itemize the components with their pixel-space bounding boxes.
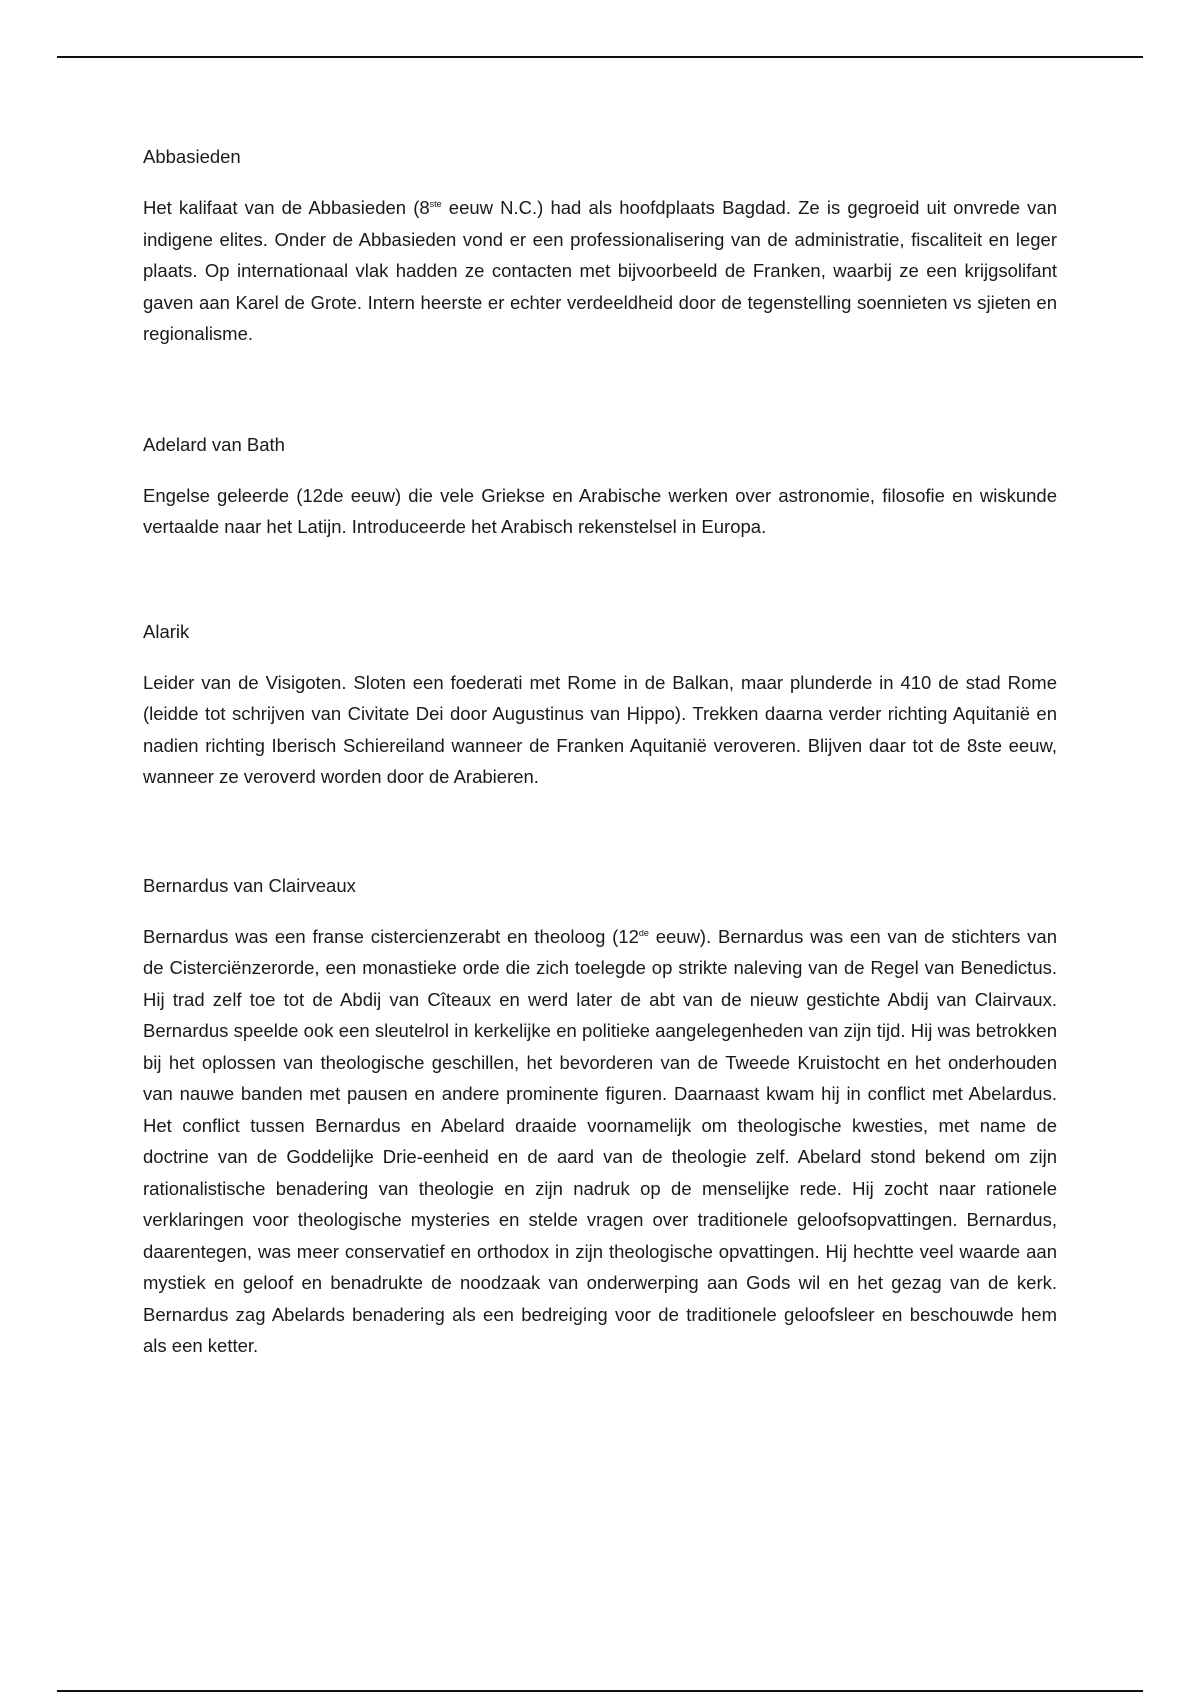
entry-adelard-van-bath xyxy=(143,430,1057,543)
entry-body-text: eeuw). Bernardus was een van de stichters van de Cisterciënzerorde, een monastieke orde die zich toelegde op strikte naleving van de Regel van Benedictus. Hij trad zelf toe tot de Abdij van Cîteaux en werd later de abt van de nieuw gestichte Abdij van Clairvaux. Bernardus speelde ook een sleutelrol in kerkelijke en politieke aangelegenheden van zijn tijd. Hij was betrokken bij het oplossen van theologische geschillen, het bevorderen van de Tweede Kruistocht en het onderhouden van nauwe banden met pausen en andere prominente figuren. Daarnaast kwam hij in conflict met Abelardus. Het conflict tussen Bernardus en Abelard draaide voornamelijk om theologische kwesties, met name de doctrine van de Goddelijke Drie-eenheid en de aard van de theologie zelf. Abelard stond bekend om zijn rationalistische benadering van theologie en zijn nadruk op de menselijke rede. Hij zocht naar rationele verklaringen voor theologische mysteries en stelde vragen over traditionele geloofsopvattingen. Bernardus, daarentegen, was meer conservatief en orthodox in zijn theologische opvattingen. Hij hechtte veel waarde aan mystiek en geloof en benadrukte de noodzaak van onderwerping aan Gods wil en het gezag van de kerk. Bernardus zag Abelards benadering als een bedreiging voor de traditionele geloofsleer en beschouwde hem als een ketter. xyxy=(143,925,1057,1356)
entry-title: Abbasieden xyxy=(143,146,241,167)
entry-alarik xyxy=(143,617,1057,793)
entry-body xyxy=(143,192,1057,350)
page-top-rule xyxy=(57,56,1143,58)
entry-title: Adelard van Bath xyxy=(143,433,285,455)
entry-body: Engelse geleerde (12de eeuw) die vele Griekse en Arabische werken over astronomie, filosofie en wiskunde vertaalde naar het Latijn. Introduceerde het Arabisch rekenstelsel in Europa. xyxy=(143,484,1057,537)
entry-body xyxy=(143,921,1057,1362)
entry-body-text: Bernardus was een franse cistercienzerabt en theoloog (12 xyxy=(143,925,639,947)
document-body xyxy=(143,142,1057,1362)
entry-title: Bernardus van Clairveaux xyxy=(143,874,356,896)
entry-body-text: eeuw N.C.) had als hoofdplaats Bagdad. Ze is gegroeid uit onvrede van indigene elites. Onder de Abbasieden vond er een professionalisering van de administratie, fiscaliteit en leger plaats. Op internationaal vlak hadden ze contacten met bijvoorbeeld de Franken, waarbij ze een krijgsolifant gaven aan Karel de Grote. Intern heerste er echter verdeeldheid door de tegenstelling soennieten vs sjieten en regionalisme. xyxy=(143,197,1057,344)
ordinal-suffix: de xyxy=(638,927,649,938)
entry-abbasieden xyxy=(143,142,1057,350)
entry-body-text: Het kalifaat van de Abbasieden (8 xyxy=(143,197,430,218)
page-bottom-rule xyxy=(57,1690,1143,1692)
entry-title: Alarik xyxy=(143,620,190,642)
entry-body: Leider van de Visigoten. Sloten een foederati met Rome in de Balkan, maar plunderde in 410 de stad Rome (leidde tot schrijven van Civitate Dei door Augustinus van Hippo). Trekken daarna verder richting Aquitanië en nadien richting Iberisch Schiereiland wanneer de Franken Aquitanië veroveren. Blijven daar tot de 8ste eeuw, wanneer ze veroverd worden door de Arabieren. xyxy=(143,671,1057,787)
entry-bernardus-van-clairveaux xyxy=(143,871,1057,1362)
ordinal-suffix: ste xyxy=(429,198,442,209)
